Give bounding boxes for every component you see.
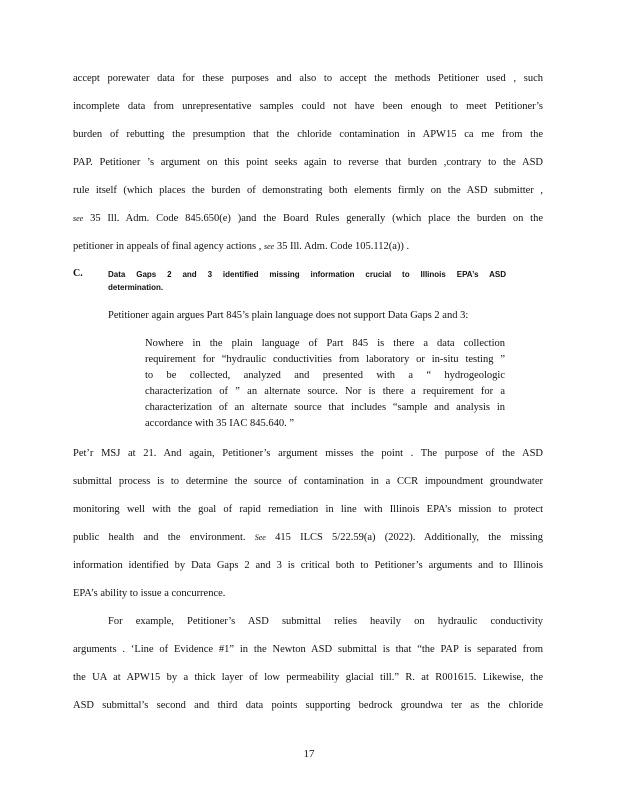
text-line: monitoring well with the goal of rapid remediation in line with Illinois EPA’s mission to protect xyxy=(73,504,543,515)
text-line: PAP. Petitioner ’s argument on this point seeks again to reverse that burden ,contrary to the ASD xyxy=(73,157,543,168)
block-quote-line: Nowhere in the plain language of Part 845 is there a data collection xyxy=(145,338,505,349)
block-quote-line: accordance with 35 IAC 845.640. ” xyxy=(145,418,294,429)
citation-signal: see xyxy=(263,242,275,251)
text-line: burden of rebutting the presumption that the chloride contamination in APW15 ca me from the xyxy=(73,129,543,140)
text-line xyxy=(73,212,543,226)
text-line: ASD submittal’s second and third data points supporting bedrock groundwa ter as the chloride xyxy=(73,700,543,711)
section-heading: Data Gaps 2 and 3 identified missing information crucial to Illinois EPA’s ASD xyxy=(108,270,506,279)
text-line: Pet’r MSJ at 21. And again, Petitioner’s argument misses the point . The purpose of the ASD xyxy=(73,448,543,459)
text-line: arguments . ‘Line of Evidence #1” in the Newton ASD submittal is that “the PAP is separated from xyxy=(73,644,543,655)
block-quote-line: characterization of ” an alternate source. Nor is there a requirement for a xyxy=(145,386,505,397)
text-line: the UA at APW15 by a thick layer of low permeability glacial till.” R. at R001615. Likewise, the xyxy=(73,672,543,683)
text-line xyxy=(73,240,543,254)
text-line: information identified by Data Gaps 2 and 3 is critical both to Petitioner’s arguments and to Illinois xyxy=(73,560,543,571)
citation-signal: See xyxy=(254,533,266,542)
block-quote-line: requirement for “hydraulic conductivities from laboratory or in-situ testing ” xyxy=(145,354,505,365)
block-quote-line: characterization of an alternate source that includes “sample and analysis in xyxy=(145,402,505,413)
text-line: For example, Petitioner’s ASD submittal relies heavily on hydraulic conductivity xyxy=(108,616,543,627)
text-run: public health and the environment. xyxy=(73,532,246,543)
text-run: 35 Ill. Adm. Code 845.650(e) )and the Board Rules generally (which place the burden on the xyxy=(90,213,544,224)
text-run: petitioner in appeals of final agency actions , xyxy=(73,241,262,252)
text-line: rule itself (which places the burden of demonstrating both elements firmly on the ASD submitter , xyxy=(73,185,543,196)
text-line: incomplete data from unrepresentative samples could not have been enough to meet Petitioner’s xyxy=(73,101,543,112)
text-line: Petitioner again argues Part 845’s plain language does not support Data Gaps 2 and 3: xyxy=(108,310,469,321)
page-number: 17 xyxy=(303,748,315,760)
section-heading-continued: determination. xyxy=(108,283,164,292)
citation-signal: see xyxy=(73,214,84,223)
text-line: EPA’s ability to issue a concurrence. xyxy=(73,588,226,599)
text-line xyxy=(73,531,543,545)
text-run: 415 ILCS 5/22.59(a) (2022). Additionally, the missing xyxy=(275,532,543,543)
section-letter: C. xyxy=(73,268,83,279)
text-line: submittal process is to determine the source of contamination in a CCR impoundment groundwater xyxy=(73,476,543,487)
block-quote-line: to be collected, analyzed and presented with a “ hydrogeologic xyxy=(145,370,505,381)
text-run: 35 Ill. Adm. Code 105.112(a)) . xyxy=(276,241,410,252)
text-line: accept porewater data for these purposes and also to accept the methods Petitioner used , such xyxy=(73,73,543,84)
